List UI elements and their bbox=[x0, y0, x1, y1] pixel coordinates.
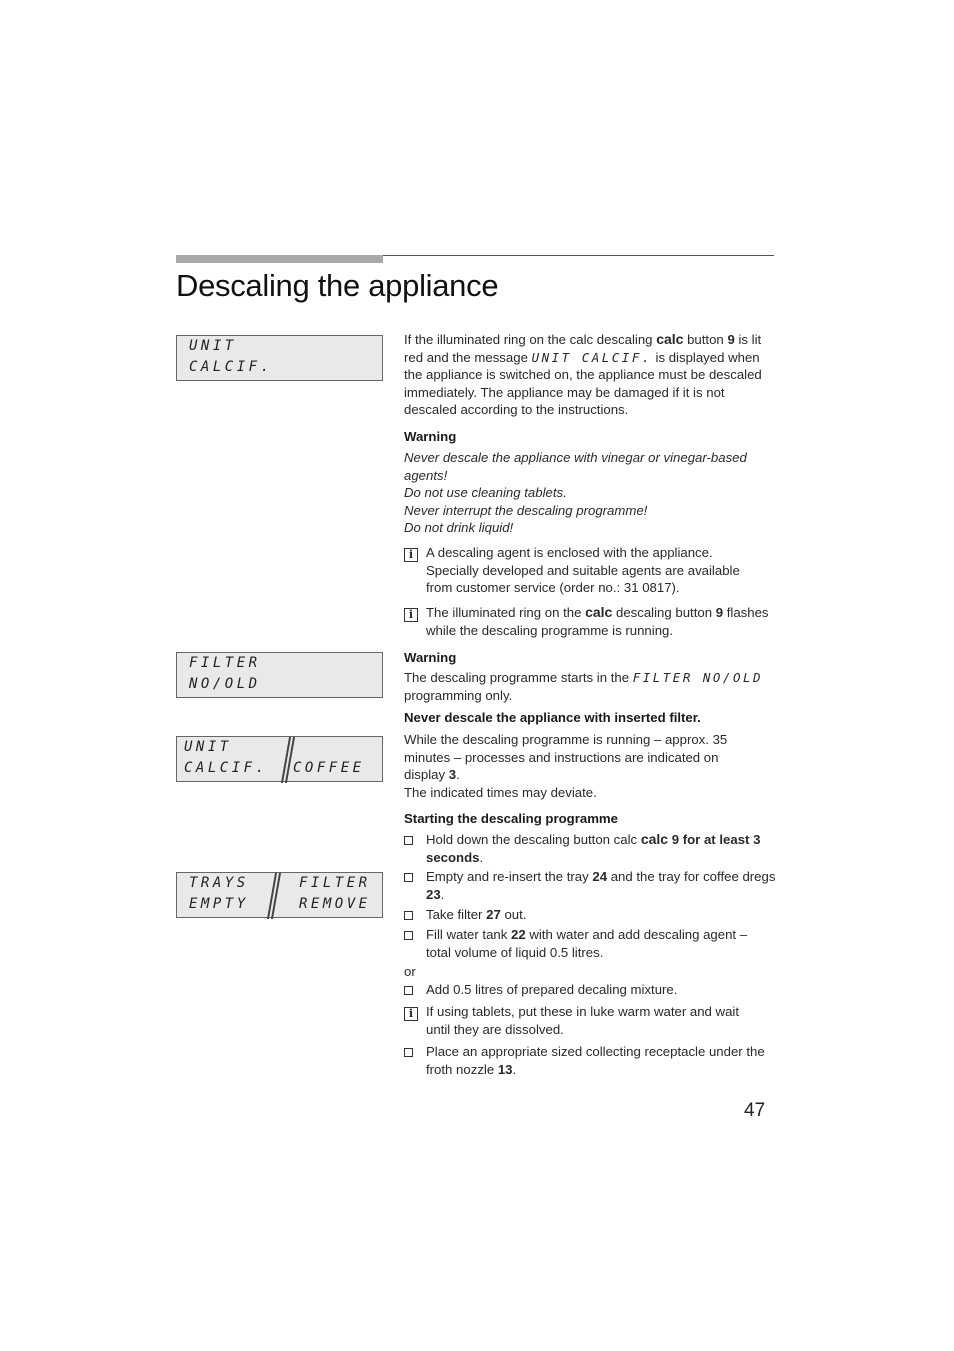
checkbox-bullet-icon bbox=[404, 1048, 413, 1057]
calc-label: calc bbox=[656, 331, 684, 347]
lcd-line-right-1: FILTER bbox=[299, 875, 371, 891]
checkbox-bullet-icon bbox=[404, 931, 413, 940]
running-paragraph bbox=[404, 731, 734, 801]
step-bold: 24 bbox=[592, 869, 608, 884]
display-number: 3 bbox=[448, 767, 457, 783]
running-text: While the descaling programme is running – approx. 35 minutes – processes and instructions are indicated on display bbox=[404, 732, 728, 783]
step-text: Take filter bbox=[426, 907, 487, 922]
checkbox-bullet-icon bbox=[404, 873, 413, 882]
step-text: . bbox=[512, 1061, 517, 1077]
step-text: . bbox=[479, 849, 484, 865]
filter-note: Never descale the appliance with inserted filter. bbox=[404, 710, 701, 725]
warning-line: Never descale the appliance with vinegar or vinegar-based agents! bbox=[404, 450, 747, 483]
running-text: . bbox=[456, 767, 460, 783]
info-text: descaling button bbox=[612, 605, 716, 620]
checkbox-bullet-icon bbox=[404, 986, 413, 995]
step-bold: 9 for at least 3 seconds bbox=[426, 832, 761, 865]
calc-label: calc bbox=[640, 831, 669, 847]
warning-line: Never interrupt the descaling programme! bbox=[404, 502, 648, 518]
warning-text-part: The descaling programme starts in the bbox=[404, 670, 633, 685]
lcd-line-right-2: COFFEE bbox=[293, 760, 365, 776]
step-text: Place an appropriate sized collecting receptacle under the froth nozzle bbox=[426, 1044, 765, 1077]
info-icon: i bbox=[404, 608, 418, 622]
warning-heading: Warning bbox=[404, 429, 457, 444]
section-rule-thin bbox=[383, 255, 774, 256]
warning-text-part: programming only. bbox=[404, 687, 513, 703]
step-text: Fill water tank bbox=[426, 927, 512, 942]
intro-text: is lit red and the message bbox=[404, 332, 762, 365]
intro-text: If the illuminated ring on the calc descaling bbox=[404, 332, 657, 347]
lcd-line-left-1: TRAYS bbox=[189, 875, 249, 891]
info-icon: i bbox=[404, 1007, 418, 1021]
info-icon: i bbox=[404, 548, 418, 562]
lcd-line-left-2: CALCIF. bbox=[184, 760, 268, 776]
button-number: 9 bbox=[727, 332, 735, 347]
step-text: with water and add descaling agent – total volume of liquid 0.5 litres. bbox=[426, 927, 748, 960]
step-text: and the tray for coffee dregs bbox=[607, 869, 776, 884]
calc-label: calc bbox=[585, 604, 613, 620]
button-number: 9 bbox=[715, 605, 724, 620]
page-title: Descaling the appliance bbox=[176, 268, 499, 303]
intro-text: button bbox=[683, 332, 728, 347]
step-bold: 27 bbox=[486, 907, 501, 922]
lcd-line-2: NO/OLD bbox=[189, 676, 261, 692]
lcd-line-left-2: EMPTY bbox=[189, 896, 249, 912]
step-text: Hold down the descaling button calc bbox=[426, 832, 641, 847]
checkbox-bullet-icon bbox=[404, 911, 413, 920]
section-rule-thick bbox=[176, 255, 383, 263]
warning-heading: Warning bbox=[404, 650, 457, 665]
info-text: A descaling agent is enclosed with the appliance. Specially developed and suitable agents are available from customer service (order no.: 31 0817). bbox=[426, 545, 740, 596]
intro-paragraph bbox=[404, 331, 778, 419]
step-bold: 23 bbox=[426, 886, 441, 902]
lcd-line-1: UNIT bbox=[189, 338, 237, 354]
lcd-display-trays-empty-filter-remove bbox=[176, 872, 383, 918]
warning-text bbox=[404, 669, 778, 704]
info-text: If using tablets, put these in luke warm water and wait until they are dissolved. bbox=[426, 1004, 739, 1037]
info-text: flashes while the descaling programme is running. bbox=[426, 605, 769, 638]
warning-line: Do not use cleaning tablets. bbox=[404, 485, 567, 501]
starting-heading: Starting the descaling programme bbox=[404, 811, 618, 826]
lcd-display-filter-noold bbox=[176, 652, 383, 698]
step-bold: 22 bbox=[511, 927, 526, 942]
step-text: Add 0.5 litres of prepared decaling mixture. bbox=[426, 982, 678, 997]
step-text: out. bbox=[500, 907, 527, 922]
step-text: . bbox=[440, 886, 445, 902]
lcd-display-unit-calcif bbox=[176, 335, 383, 381]
lcd-display-unit-calcif-coffee bbox=[176, 736, 383, 782]
warning-list bbox=[404, 449, 776, 537]
or-text: or bbox=[404, 964, 416, 979]
info-text: The illuminated ring on the bbox=[426, 605, 586, 620]
step-bold: 13 bbox=[497, 1061, 513, 1077]
checkbox-bullet-icon bbox=[404, 836, 413, 845]
lcd-line-right-2: REMOVE bbox=[299, 896, 371, 912]
inline-lcd-text: FILTER NO/OLD bbox=[632, 670, 764, 685]
lcd-line-1: FILTER bbox=[189, 655, 261, 671]
inline-lcd-text: UNIT CALCIF. bbox=[531, 349, 652, 365]
lcd-line-left-1: UNIT bbox=[184, 739, 232, 755]
running-text: The indicated times may deviate. bbox=[404, 784, 597, 800]
warning-line: Do not drink liquid! bbox=[404, 520, 514, 536]
page-number: 47 bbox=[744, 1100, 766, 1121]
intro-text: is displayed when the appliance is switched on, the appliance must be descaled immediately. The appliance may be damaged if it is not descaled according to the instructions. bbox=[404, 349, 762, 418]
step-text: Empty and re-insert the tray bbox=[426, 869, 593, 884]
lcd-line-2: CALCIF. bbox=[189, 359, 273, 375]
